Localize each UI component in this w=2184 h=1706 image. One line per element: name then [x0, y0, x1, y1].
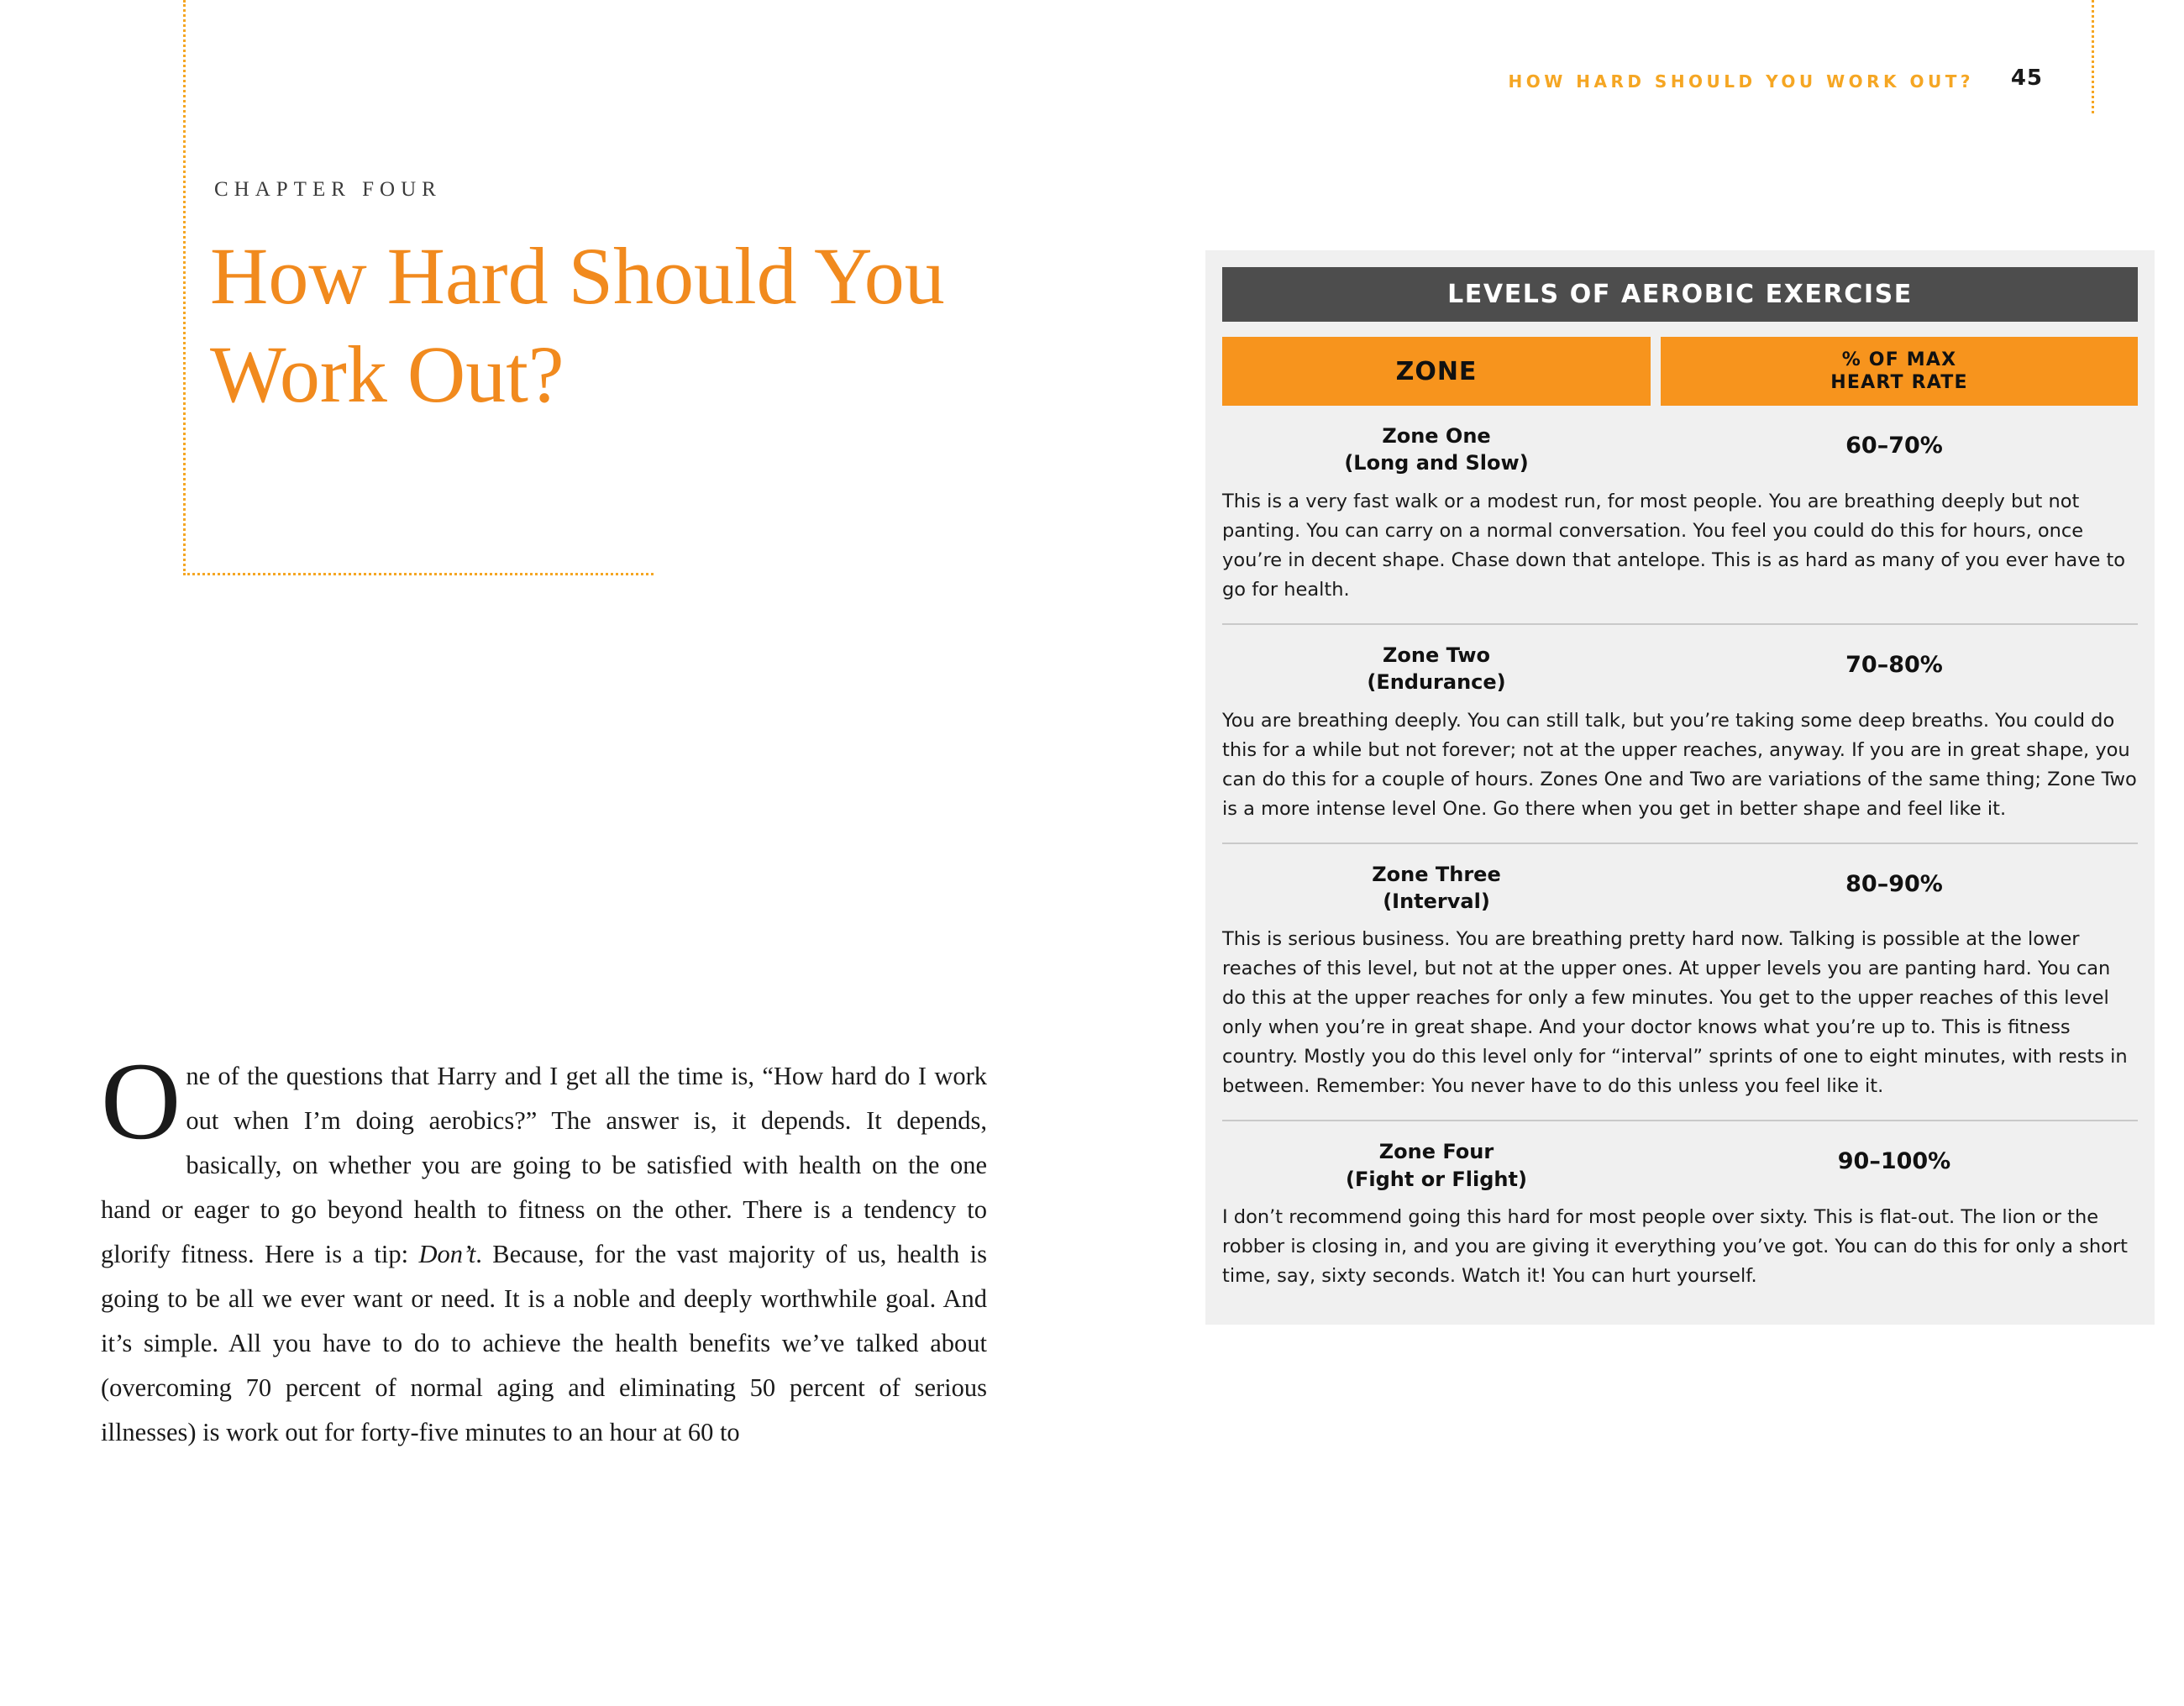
- table-header-row: [1222, 337, 2138, 406]
- column-header-percent-line1: % OF MAX: [1841, 349, 1957, 370]
- table-row: [1222, 1121, 2138, 1291]
- page-title: [210, 227, 1050, 423]
- running-head: HOW HARD SHOULD YOU WORK OUT?: [1508, 71, 1974, 92]
- column-header-zone: ZONE: [1222, 337, 1651, 406]
- chapter-title-text: How Hard Should You Work Out?: [210, 231, 945, 420]
- zone-name-line2: (Interval): [1383, 889, 1490, 913]
- zone-percent: 70–80%: [1845, 651, 1943, 678]
- levels-of-aerobic-exercise-panel: [1205, 250, 2155, 1325]
- zone-name-line2: (Endurance): [1367, 670, 1506, 695]
- chapter-label: CHAPTER FOUR: [214, 178, 442, 201]
- zone-name: [1222, 417, 1651, 477]
- panel-title: LEVELS OF AEROBIC EXERCISE: [1222, 267, 2138, 322]
- zone-description: This is serious business. You are breathing pretty hard now. Talking is possible at the lower reaches of this level, but not at the upper ones. At upper levels you are panting hard. You can do this at the upper reaches for only a few minutes. You get to the upper reaches of this level only when you’re in great shape. And your doctor knows what you’re up to. This is fitness country. Mostly you do this level only for “interval” sprints of one to eight minutes, with rests in between. Remember: You never have to do this unless you feel like it.: [1222, 928, 2128, 1098]
- column-header-percent: [1661, 337, 2138, 406]
- zone-description: This is a very fast walk or a modest run, for most people. You are breathing deeply but not panting. You can carry on a normal conversation. You feel you could do this for hours, once you’re in decent shape. Chase down that antelope. This is as hard as many of you ever have to go for health.: [1222, 490, 2126, 601]
- dotted-rule-right: [2092, 0, 2094, 113]
- body-paragraph: [101, 1039, 987, 1455]
- zone-name-line1: Zone One: [1382, 424, 1491, 448]
- table-row: [1222, 625, 2138, 844]
- zone-name-line1: Zone Three: [1372, 862, 1501, 886]
- zone-name: [1222, 856, 1651, 916]
- table-row: [1222, 406, 2138, 625]
- zone-name-line1: Zone Four: [1378, 1140, 1494, 1164]
- body-text-part1: ne of the questions that Harry and I get all the time is, “How hard do I work out when I’m doing aerobics?” The answer is, it depends. It depends, basically, on whether you are going to be satisfied with health on the one hand or eager to go beyond health to fitness on the other. There is a tendency to glorify fitness. Here is a tip:: [101, 1062, 987, 1268]
- dotted-rule-left-outer: [183, 0, 186, 575]
- zone-name-line2: (Long and Slow): [1344, 451, 1529, 475]
- zone-percent: 60–70%: [1845, 433, 1943, 459]
- zone-name: [1222, 637, 1651, 696]
- table-row: [1222, 844, 2138, 1122]
- body-text-part2: . Because, for the vast majority of us, health is going to be all we ever want or need. It is a noble and deeply worthwhile goal. And it’s simple. All you have to do to achieve the health benefits we’ve talked about (overcoming 70 percent of normal aging and eliminating 50 percent of serious illnesses) is work out for forty-five minutes to an hour at 60 to: [101, 1240, 987, 1446]
- body-text-emphasis: Don’t: [418, 1240, 476, 1268]
- zone-name: [1222, 1133, 1651, 1193]
- drop-cap: O: [101, 1039, 181, 1163]
- zone-name-line1: Zone Two: [1382, 643, 1490, 667]
- zone-description: You are breathing deeply. You can still talk, but you’re taking some deep breaths. You could do this for a while but not forever; not at the upper reaches, anyway. If you are in great shape, you can do this for a couple of hours. Zones One and Two are variations of the same thing; Zone Two is a more intense level One. Go there when you get in better shape and feel like it.: [1222, 709, 2137, 820]
- page-number: 45: [2010, 66, 2043, 91]
- zone-description: I don’t recommend going this hard for most people over sixty. This is flat-out. The lion or the robber is closing in, and you are giving it everything you’ve got. You can do this for only a short time, say, sixty seconds. Watch it! You can hurt yourself.: [1222, 1206, 2128, 1288]
- column-header-percent-line2: HEART RATE: [1830, 372, 1968, 393]
- dotted-rule-title-bottom: [183, 573, 654, 575]
- zone-percent: 90–100%: [1837, 1148, 1951, 1175]
- zone-percent: 80–90%: [1845, 870, 1943, 897]
- zone-name-line2: (Fight or Flight): [1346, 1167, 1527, 1191]
